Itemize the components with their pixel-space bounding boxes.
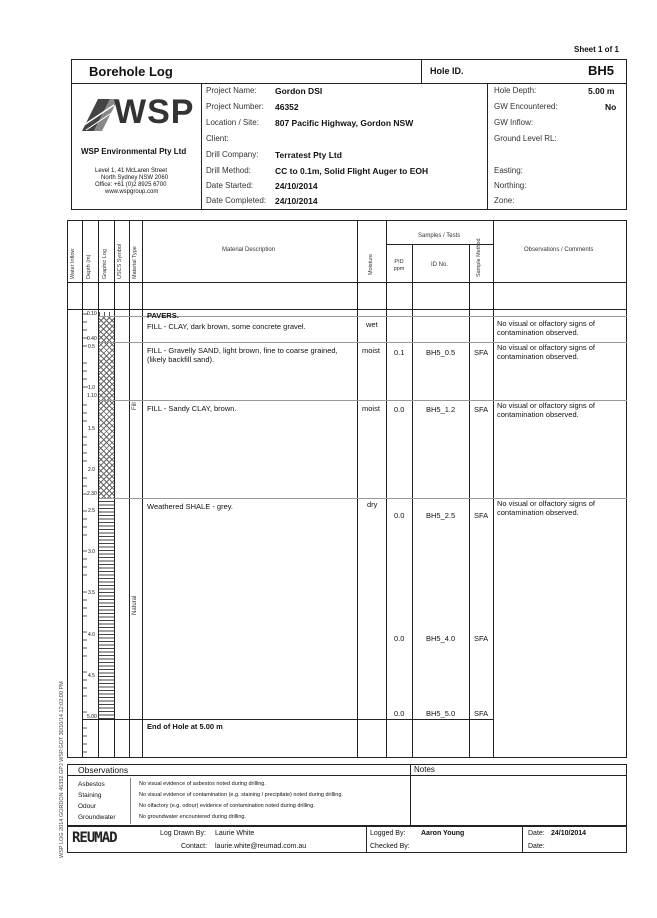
sample-pid: 0.1 (394, 348, 405, 357)
easting-label: Easting: (494, 166, 523, 175)
depth-mark: 2.30 (87, 491, 97, 497)
sample-method: SFA (474, 709, 489, 718)
hole-id-label: Hole ID. (430, 66, 464, 76)
ground-level-label: Ground Level RL: (494, 134, 557, 143)
drill-company-value: Terratest Pty Ltd (275, 150, 342, 160)
depth-mark: 0.10 (87, 311, 97, 317)
drawn-by-label: Log Drawn By: (160, 830, 206, 837)
depth-mark: 1.5 (88, 426, 95, 432)
observation-comment: No visual or olfactory signs of contamination observed. (497, 343, 595, 361)
moisture: wet (366, 320, 378, 329)
layer-desc: FILL - CLAY, dark brown, some concrete gravel. (147, 322, 306, 331)
depth-scale (83, 310, 98, 758)
col-sample-method: Sample Method (476, 238, 482, 277)
obs-label-staining: Staining (78, 792, 102, 799)
obs-label-groundwater: Groundwater (78, 814, 116, 821)
observation-comment: No visual or olfactory signs of contamination observed. (497, 319, 595, 337)
depth-mark: 1.0 (88, 385, 95, 391)
col-material-description: Material Description (222, 247, 276, 253)
date-value: 24/10/2014 (551, 830, 587, 837)
depth-mark: 3.5 (88, 590, 95, 596)
company-name: WSP Environmental Pty Ltd (81, 147, 187, 156)
obs-text-staining: No visual evidence of contamination (e.g. staining / precipitate) noted during drilling. (139, 792, 343, 798)
hole-depth-label: Hole Depth: (494, 86, 537, 95)
col-observations: Observations / Comments (524, 247, 594, 253)
project-name-value: Gordon DSI (275, 86, 323, 96)
sample-method: SFA (474, 511, 489, 520)
col-graphic-log: Graphic Log (102, 249, 108, 279)
col-id-no: ID No. (431, 262, 449, 268)
sample-method: SFA (474, 634, 489, 643)
obs-text-groundwater: No groundwater encountered during drilling. (139, 814, 247, 820)
drill-company-label: Drill Company: (206, 150, 259, 159)
hole-id-value: BH5 (588, 63, 615, 78)
col-pid: PID ppm (393, 259, 405, 272)
drill-method-value: CC to 0.1m, Solid Flight Auger to EOH (275, 166, 429, 176)
layer-desc: FILL - Gravelly SAND, light brown, fine to coarse grained, (likely backfill sand). (147, 346, 338, 364)
sample-id: BH5_0.5 (426, 348, 456, 357)
depth-mark: 0.5 (88, 344, 95, 350)
sample-id: BH5_2.5 (426, 511, 456, 520)
graphic-sandy-clay (99, 400, 114, 498)
contact-label: Contact: (181, 843, 208, 850)
graphic-sand-fill (99, 342, 114, 400)
sample-pid: 0.0 (394, 634, 405, 643)
page-title: Borehole Log (89, 64, 173, 79)
logged-by-value: Aaron Young (421, 830, 465, 837)
depth-mark: 5.00 (87, 714, 97, 720)
sample-id: BH5_4.0 (426, 634, 456, 643)
observations-title: Observations (78, 765, 129, 775)
col-material-type: Material Type (132, 246, 138, 279)
log-table (67, 220, 627, 758)
col-uscs: USCS Symbol (117, 243, 123, 279)
depth-mark: 4.5 (88, 673, 95, 679)
sheet-number: Sheet 1 of 1 (574, 45, 619, 54)
layer-desc: FILL - Sandy CLAY, brown. (147, 404, 237, 413)
notes-title: Notes (414, 765, 435, 774)
sample-pid: 0.0 (394, 405, 405, 414)
logged-by-label: Logged By: (370, 830, 406, 837)
col-water-inflow: Water Inflow (70, 248, 76, 279)
depth-mark: 2.0 (88, 467, 95, 473)
observation-comment: No visual or olfactory signs of contamination observed. (497, 499, 595, 517)
date-started-value: 24/10/2014 (275, 181, 318, 191)
material-type-fill: Fill (132, 402, 138, 410)
obs-label-asbestos: Asbestos (78, 781, 105, 788)
sample-id: BH5_5.0 (426, 709, 456, 718)
sample-id: BH5_1.2 (426, 405, 456, 414)
graphic-clay-fill (99, 316, 114, 342)
project-number-value: 46352 (275, 102, 299, 112)
gw-encountered-label: GW Encountered: (494, 102, 558, 111)
drawn-by-value: Laurie White (215, 830, 255, 837)
company-phone: Office: +61 (0)2 8925 6700 (95, 182, 167, 188)
material-type-natural: Natural (132, 595, 138, 615)
graphic-shale (99, 498, 114, 719)
reumad-stamp: REUMAD (72, 830, 117, 846)
sample-method: SFA (474, 405, 489, 414)
company-address-2: North Sydney NSW 2060 (101, 175, 169, 181)
col-samples-tests: Samples / Tests (418, 233, 461, 239)
logo-text: WSP (114, 93, 195, 131)
wsp-logo (80, 95, 195, 135)
moisture: dry (367, 500, 378, 509)
date-completed-value: 24/10/2014 (275, 196, 318, 206)
end-of-hole: End of Hole at 5.00 m (147, 722, 223, 731)
company-address-1: Level 1, 41 McLaren Street (95, 168, 168, 174)
gw-encountered-value: No (605, 102, 617, 112)
obs-label-odour: Odour (78, 803, 97, 810)
moisture: moist (362, 346, 380, 355)
zone-label: Zone: (494, 196, 515, 205)
gw-inflow-label: GW Inflow: (494, 118, 534, 127)
col-moisture: Moisture (368, 253, 374, 275)
depth-mark: 2.5 (88, 508, 95, 514)
obs-text-asbestos: No visual evidence of asbestos noted during drilling. (139, 781, 266, 787)
obs-text-odour: No olfactory (e.g. odour) evidence of contamination noted during drilling. (139, 803, 315, 809)
hole-depth-value: 5.00 m (588, 86, 615, 96)
date2-label: Date: (528, 843, 545, 850)
date-completed-label: Date Completed: (206, 196, 267, 205)
checked-by-label: Checked By: (370, 843, 410, 850)
location-value: 807 Pacific Highway, Gordon NSW (275, 118, 414, 128)
col-depth: Depth (m) (86, 254, 92, 279)
moisture: moist (362, 404, 380, 413)
depth-mark: 4.0 (88, 632, 95, 638)
contact-value: laurie.white@reumad.com.au (215, 843, 307, 850)
client-label: Client: (206, 134, 229, 143)
observation-comment: No visual or olfactory signs of contamination observed. (497, 401, 595, 419)
depth-mark: 1.10 (87, 393, 97, 399)
company-website: www.wspgroup.com (105, 189, 159, 195)
drill-method-label: Drill Method: (206, 166, 251, 175)
layer-desc: Weathered SHALE - grey. (147, 502, 234, 511)
date-label: Date: (528, 830, 545, 837)
sample-pid: 0.0 (394, 511, 405, 520)
date-started-label: Date Started: (206, 181, 254, 190)
side-file-stamp: WSP LOG 2014 GORDON 46352.GPJ WSP.GDT 30/10/14 12:02:00 PM (59, 681, 65, 858)
project-number-label: Project Number: (206, 102, 264, 111)
project-name-label: Project Name: (206, 86, 257, 95)
layer-desc: PAVERS. (147, 311, 179, 320)
depth-mark: 3.0 (88, 549, 95, 555)
sample-method: SFA (474, 348, 489, 357)
sample-pid: 0.0 (394, 709, 405, 718)
location-label: Location / Site: (206, 118, 259, 127)
northing-label: Northing: (494, 181, 527, 190)
depth-mark: 0.40 (87, 336, 97, 342)
